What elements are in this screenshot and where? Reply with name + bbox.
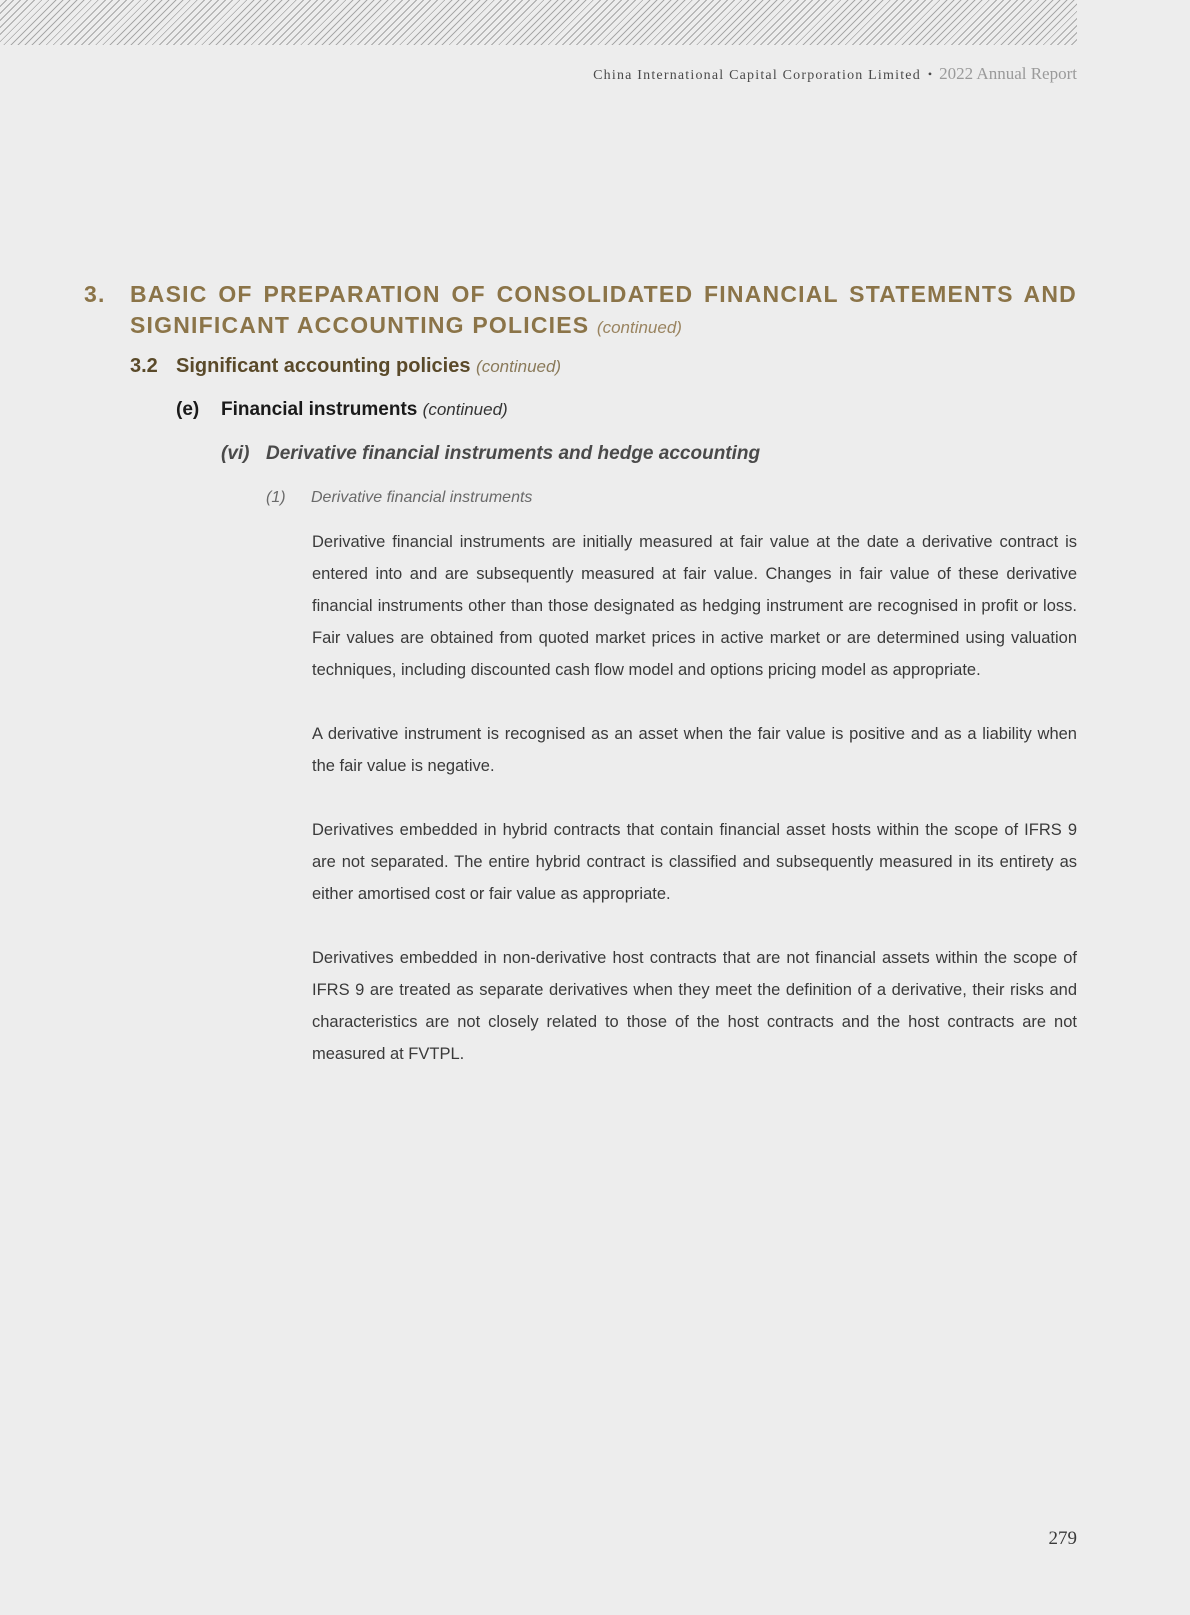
header-separator: • <box>927 67 933 81</box>
section-continued: (continued) <box>596 318 682 337</box>
section-title-line1: BASIC OF PREPARATION OF CONSOLIDATED FINANCIAL STATEMENTS AND <box>130 281 1077 307</box>
paragraph-3: Derivatives embedded in hybrid contracts that contain financial asset hosts within the scope of IFRS 9 are not separated. The entire hybrid contract is classified and subsequently measured in its entirety as either amortised cost or fair value as appropriate. <box>312 821 1077 903</box>
subitem-number: (vi) <box>221 443 250 464</box>
subitem-title: Derivative financial instruments and hedge accounting <box>266 443 761 464</box>
company-name: China International Capital Corporation Limited <box>593 68 921 83</box>
paragraph-2: A derivative instrument is recognised as an asset when the fair value is positive and as a liability when the fair value is negative. <box>312 725 1077 775</box>
section-title-line2: SIGNIFICANT ACCOUNTING POLICIES <box>130 312 590 338</box>
running-header <box>593 64 1077 84</box>
section-heading <box>84 279 1077 343</box>
subsection-number: 3.2 <box>130 355 158 377</box>
body-text <box>312 526 1077 1102</box>
paragraph-4: Derivatives embedded in non-derivative host contracts that are not financial assets within the scope of IFRS 9 are treated as separate derivatives when they meet the definition of a derivative, their risks and characteristics are not closely related to those of the host contracts and the host contracts are not measured at FVTPL. <box>312 949 1077 1063</box>
item-title: Financial instruments <box>221 399 418 420</box>
point-number: (1) <box>266 489 286 506</box>
item-number: (e) <box>176 399 200 420</box>
section-number: 3. <box>84 281 106 307</box>
point-title: Derivative financial instruments <box>311 489 533 506</box>
subsection-continued: (continued) <box>476 357 562 376</box>
item-continued: (continued) <box>422 400 508 419</box>
paragraph-1: Derivative financial instruments are initially measured at fair value at the date a derivative contract is entered into and are subsequently measured at fair value. Changes in fair value of these derivative financial instruments other than those designated as hedging instrument are recognised in profit or loss. Fair values are obtained from quoted market prices in active market or are determined using valuation techniques, including discounted cash flow model and options pricing model as appropriate. <box>312 533 1077 679</box>
page-number: 279 <box>1048 1528 1077 1549</box>
subsection-heading <box>130 355 561 378</box>
decorative-hatch-band <box>0 0 1077 45</box>
subitem-heading <box>221 443 760 465</box>
subsection-title: Significant accounting policies <box>176 355 471 377</box>
item-heading <box>176 399 508 421</box>
point-heading <box>266 489 532 507</box>
report-title: 2022 Annual Report <box>939 64 1077 83</box>
